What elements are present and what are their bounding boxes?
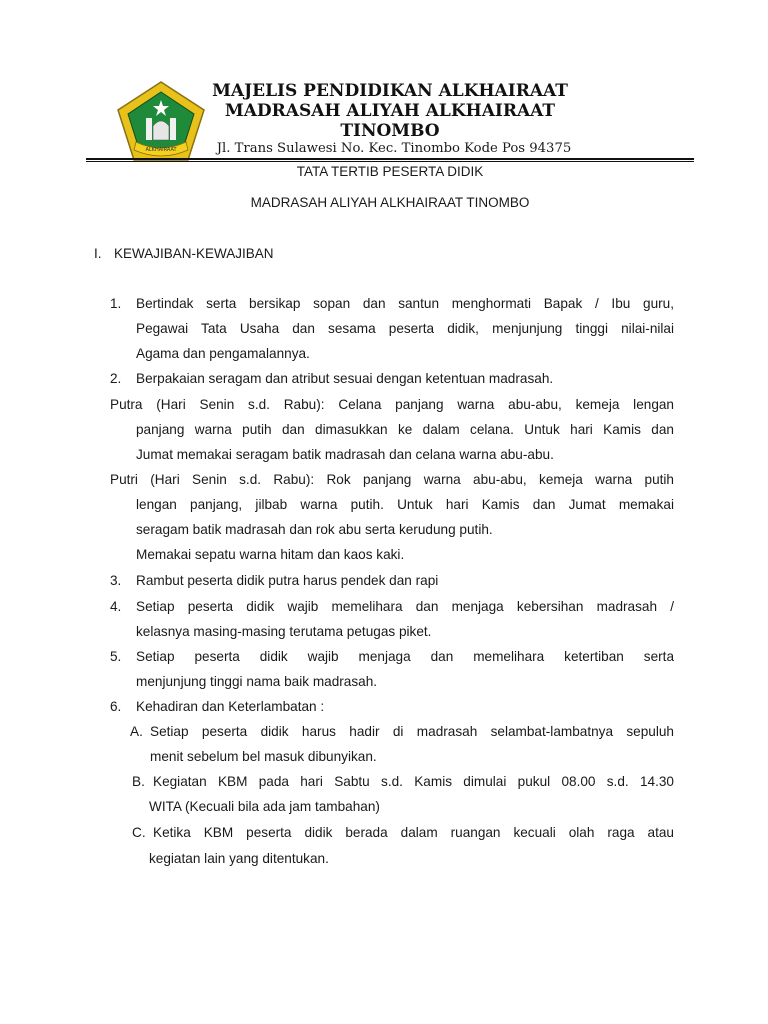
logo-ribbon-text: ALKHAIRAAT (145, 147, 177, 153)
putra-line-1: Putra (Hari Senin s.d. Rabu): Celana panjang warna abu-abu, kemeja lengan (110, 397, 674, 412)
putri-line-2: lengan panjang, jilbab warna putih. Untuk hari Kamis dan Jumat memakai (136, 497, 674, 512)
document-title: TATA TERTIB PESERTA DIDIK (296, 164, 484, 179)
item-5-line-2: menjunjung tinggi nama baik madrasah. (136, 674, 378, 689)
section-heading (94, 246, 274, 261)
item-6-line-1: Kehadiran dan Keterlambatan : (136, 699, 325, 714)
item-4-line-2: kelasnya masing-masing terutama petugas piket. (136, 624, 432, 639)
item-5-line-1: Setiap peserta didik wajib menjaga dan memelihara ketertiban serta (136, 649, 674, 664)
item-3-marker: 3. (110, 573, 122, 588)
subitem-b-line-2: WITA (Kecuali bila ada jam tambahan) (149, 799, 380, 814)
letterhead-address: Jl. Trans Sulawesi No. Kec. Tinombo Kode Pos 94375 (216, 141, 572, 156)
item-3-line-1: Rambut peserta didik putra harus pendek dan rapi (136, 573, 439, 588)
item-4-line-1: Setiap peserta didik wajib memelihara dan menjaga kebersihan madrasah / (136, 599, 674, 614)
subitem-c-line-1: Ketika KBM peserta didik berada dalam ruangan kecuali olah raga atau (153, 825, 674, 840)
putra-line-2: panjang warna putih dan dimasukkan ke dalam celana. Untuk hari Kamis dan (136, 422, 674, 437)
item-2-marker: 2. (110, 371, 122, 386)
putra-line-3: Jumat memakai seragam batik madrasah dan celana warna abu-abu. (136, 447, 554, 462)
putri-line-4: Memakai sepatu warna hitam dan kaos kaki. (136, 547, 405, 562)
subitem-b-line-1: Kegiatan KBM pada hari Sabtu s.d. Kamis dimulai pukul 08.00 s.d. 14.30 (153, 774, 674, 789)
section-number: I. (94, 246, 102, 261)
letterhead-divider-thin (86, 161, 694, 162)
item-1-line-2: Pegawai Tata Usaha dan sesama peserta didik, menjunjung tinggi nilai-nilai (136, 321, 674, 336)
putri-line-1: Putri (Hari Senin s.d. Rabu): Rok panjang warna abu-abu, kemeja warna putih (110, 472, 674, 487)
putri-line-3: seragam batik madrasah dan rok abu serta kerudung putih. (136, 522, 493, 537)
section-title: KEWAJIBAN-KEWAJIBAN (114, 246, 274, 261)
item-2-line-1: Berpakaian seragam dan atribut sesuai dengan ketentuan madrasah. (136, 371, 554, 386)
subitem-c-line-2: kegiatan lain yang ditentukan. (149, 851, 329, 866)
letterhead-divider (86, 158, 694, 160)
document-subtitle: MADRASAH ALIYAH ALKHAIRAAT TINOMBO (250, 195, 530, 210)
subitem-c-marker: C. (132, 825, 146, 840)
item-6-marker: 6. (110, 699, 122, 714)
school-logo (116, 80, 206, 162)
letterhead-line-1: MAJELIS PENDIDIKAN ALKHAIRAAT (212, 81, 568, 101)
item-1-marker: 1. (110, 296, 122, 311)
subitem-a-line-2: menit sebelum bel masuk dibunyikan. (150, 749, 377, 764)
subitem-a-marker: A. (130, 724, 143, 739)
letterhead-line-3: TINOMBO (340, 121, 440, 141)
item-1-line-1: Bertindak serta bersikap sopan dan santun menghormati Bapak / Ibu guru, (136, 296, 674, 311)
letterhead-line-2: MADRASAH ALIYAH ALKHAIRAAT (224, 101, 556, 121)
item-1-line-3: Agama dan pengamalannya. (136, 346, 310, 361)
subitem-a-line-1: Setiap peserta didik harus hadir di madrasah selambat-lambatnya sepuluh (150, 724, 674, 739)
item-4-marker: 4. (110, 599, 122, 614)
item-5-marker: 5. (110, 649, 122, 664)
subitem-b-marker: B. (132, 774, 145, 789)
